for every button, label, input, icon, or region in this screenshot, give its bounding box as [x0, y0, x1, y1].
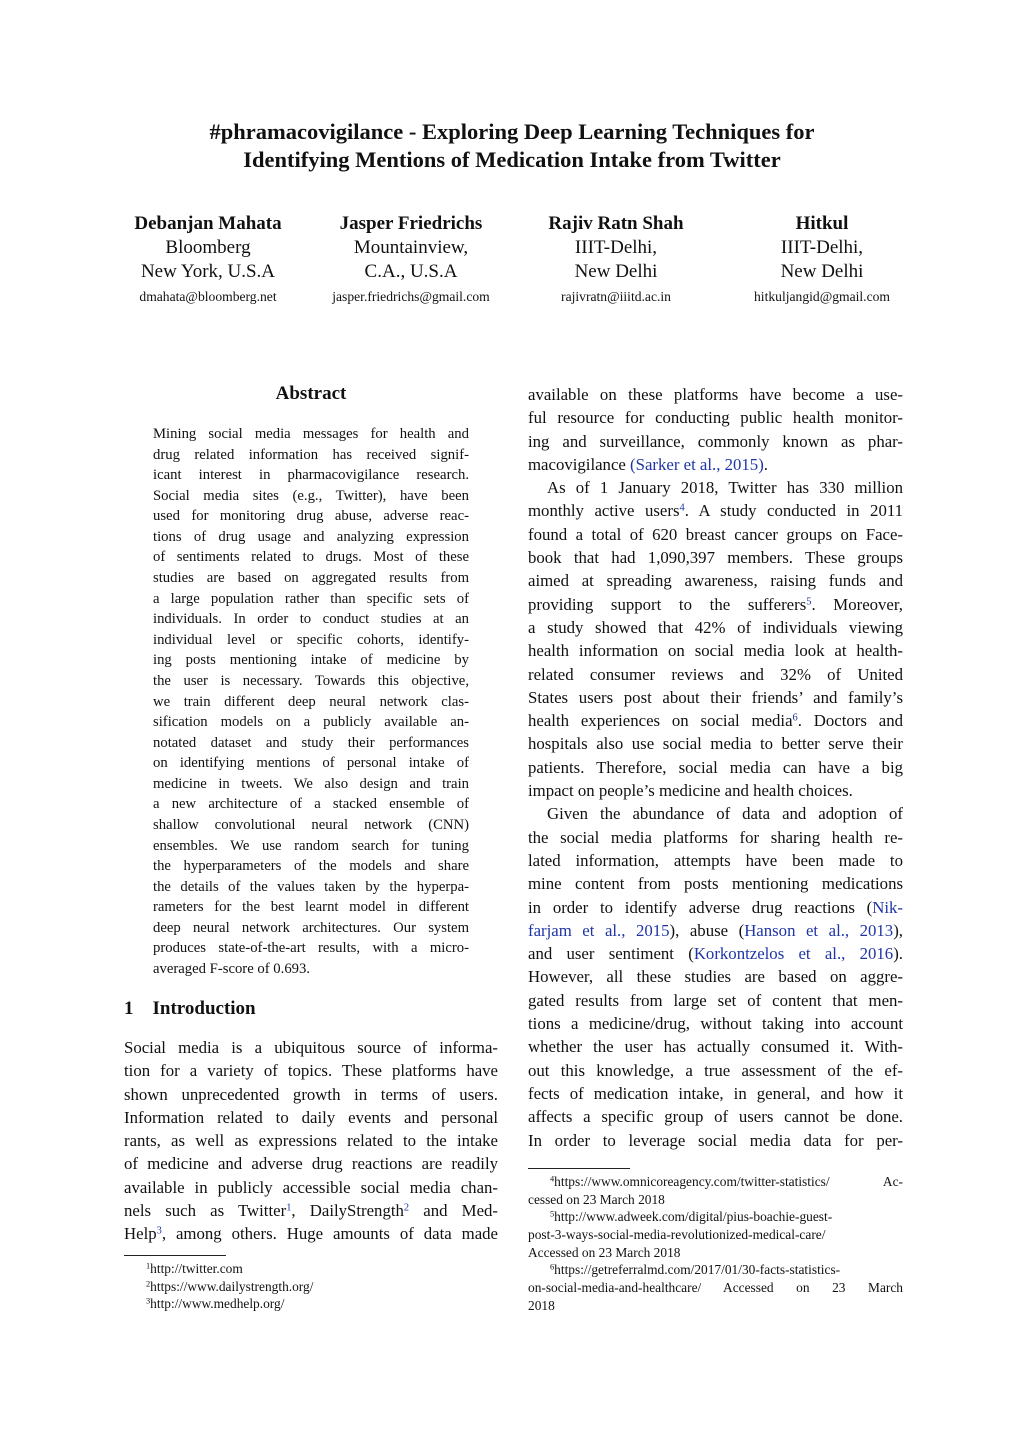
text-line — [528, 709, 903, 732]
author-email[interactable]: hitkuljangid@gmail.com — [754, 289, 890, 304]
text-line: on identifying mentions of personal intake of — [153, 755, 469, 772]
author-affiliation: Mountainview, — [353, 237, 469, 258]
text-span: . Doctors and — [797, 711, 903, 731]
text-line: found a total of 620 breast cancer groups on Face- — [528, 524, 903, 544]
text-line: However, all these studies are based on aggre- — [528, 967, 903, 987]
text-line: hospitals also use social media to better serve their — [528, 734, 903, 754]
footnote-marker: 5 — [550, 1209, 555, 1219]
text-span: in order to identify adverse drug reactions ( — [528, 897, 873, 917]
text-line: out this knowledge, a true assessment of the ef- — [528, 1060, 903, 1080]
paper-title — [0, 118, 1024, 174]
text-span: providing support to the sufferers — [528, 594, 807, 614]
text-line: sification models on a publicly available an- — [153, 714, 469, 731]
text-line — [528, 499, 903, 522]
text-line: In order to leverage social media data for per- — [528, 1130, 903, 1150]
text-line: shallow convolutional neural network (CNN) — [153, 816, 469, 833]
footnotes-left — [124, 1260, 498, 1313]
text-line: the user is necessary. Towards this objective, — [153, 672, 469, 689]
abstract-heading: Abstract — [275, 383, 347, 404]
text-line: the hyperparameters of the models and share — [153, 858, 469, 875]
footnote-marker[interactable]: 2 — [403, 1202, 410, 1214]
text-line: we train different deep neural network clas- — [153, 693, 469, 710]
footnotes-right — [528, 1173, 903, 1315]
text-line — [528, 1173, 903, 1191]
text-line: patients. Therefore, social media can have a big — [528, 757, 903, 777]
text-line: the social media platforms for sharing health re- — [528, 827, 903, 847]
text-line: produces state-of-the-art results, with a micro- — [153, 940, 469, 957]
text-line: rants, as well as expressions related to the intake — [124, 1131, 498, 1151]
text-line: medicine in tweets. We also design and train — [153, 775, 469, 792]
text-line: ing and surveillance, commonly known as phar- — [528, 431, 903, 451]
text-line — [153, 959, 469, 980]
text-line: shown unprecedented growth in terms of users. — [124, 1084, 498, 1104]
text-line: tions of drug usage and analyzing expression — [153, 528, 469, 545]
author-block — [712, 212, 932, 309]
footnote-rule — [124, 1255, 226, 1256]
citation-link[interactable]: Korkontzelos et al., 2016 — [693, 944, 894, 964]
text-span: Accessed on 23 March 2018 — [528, 1244, 681, 1260]
section-heading-introduction — [124, 998, 256, 1020]
text-span: 2018 — [528, 1297, 555, 1313]
introduction-text — [124, 1036, 498, 1246]
title-line: Identifying Mentions of Medication Intake from Twitter — [243, 147, 781, 172]
citation-link[interactable]: Nik- — [872, 897, 903, 917]
author-email[interactable]: jasper.friedrichs@gmail.com — [332, 289, 490, 304]
author-name: Rajiv Ratn Shah — [548, 213, 684, 234]
text-span: Help — [124, 1224, 157, 1244]
text-line — [528, 919, 903, 942]
footnote-marker: 3 — [146, 1296, 151, 1306]
text-line: individual level or specific cohorts, identify- — [153, 631, 469, 648]
text-line: mine content from posts mentioning medications — [528, 874, 903, 894]
text-line: ing posts mentioning intake of medicine by — [153, 652, 469, 669]
text-line: tions a medicine/drug, without taking into account — [528, 1014, 903, 1034]
author-block — [506, 212, 726, 309]
text-line: aimed at spreading awareness, raising funds and — [528, 571, 903, 591]
text-span: . A study conducted in 2011 — [684, 501, 903, 521]
text-span: impact on people’s medicine and health choices. — [528, 781, 853, 801]
text-span: macovigilance — [528, 454, 631, 474]
text-span: . — [763, 454, 768, 474]
text-line: on-social-media-and-healthcare/ Accessed on 23 March — [528, 1280, 903, 1296]
text-line: rameters for the best learnt model in different — [153, 899, 469, 916]
text-line: States users post about their friends’ and family’s — [528, 687, 903, 707]
text-line: book that had 1,090,397 members. These groups — [528, 548, 903, 568]
text-line — [528, 942, 903, 965]
text-line: individuals. In order to conduct studies at an — [153, 611, 469, 628]
text-line — [528, 779, 903, 802]
text-line: available on these platforms have become a use- — [528, 385, 903, 404]
text-line — [528, 476, 903, 499]
text-span: https://www.omnicoreagency.com/twitter-statistics/ Ac- — [554, 1174, 903, 1189]
author-email[interactable]: dmahata@bloomberg.net — [139, 289, 277, 304]
text-line: Social media sites (e.g., Twitter), have been — [153, 487, 469, 504]
author-location: New York, U.S.A — [140, 261, 276, 282]
text-span: health experiences on social media — [528, 711, 793, 731]
text-span: https://www.dailystrength.org/ — [150, 1278, 314, 1294]
text-span: . Moreover, — [811, 594, 903, 614]
author-location: New Delhi — [780, 261, 864, 282]
author-location: New Delhi — [574, 261, 658, 282]
footnote-marker[interactable]: 5 — [806, 595, 812, 607]
text-line: related consumer reviews and 32% of United — [528, 664, 903, 684]
author-block — [98, 212, 318, 309]
text-span: Given the abundance of data and adoption of — [547, 804, 903, 824]
text-span: ), abuse ( — [669, 920, 745, 940]
text-span: As of 1 January 2018, Twitter has 330 million — [547, 478, 903, 498]
section-title: Introduction — [152, 998, 256, 1019]
text-line — [528, 1191, 903, 1209]
text-line — [528, 896, 903, 919]
text-span: , among others. Huge amounts of data made — [161, 1224, 498, 1244]
text-span: ). — [893, 944, 903, 964]
author-affiliation: Bloomberg — [165, 237, 251, 258]
text-line — [528, 1208, 903, 1226]
author-affiliation: IIIT-Delhi, — [780, 237, 864, 258]
footnote-marker: 1 — [146, 1261, 151, 1271]
text-span: https://getreferralmd.com/2017/01/30-facts-statistics- — [554, 1262, 841, 1278]
footnote-marker: 6 — [550, 1262, 555, 1272]
text-line: drug related information has received signif- — [153, 446, 469, 463]
text-line: Mining social media messages for health and — [153, 426, 469, 442]
author-name: Hitkul — [795, 213, 849, 234]
text-line: notated dataset and study their performances — [153, 734, 469, 751]
text-line: ful resource for conducting public health monitor- — [528, 408, 903, 428]
text-line: available in publicly accessible social media chan- — [124, 1177, 498, 1197]
text-line: lated information, attempts have been made to — [528, 850, 903, 870]
text-span: , DailyStrength — [291, 1201, 404, 1221]
author-name: Debanjan Mahata — [134, 213, 282, 234]
text-line: studies are based on aggregated results from — [153, 570, 469, 587]
text-span: and user sentiment ( — [528, 944, 694, 964]
text-line: health information on social media look at health- — [528, 641, 903, 661]
text-line — [124, 1260, 498, 1278]
title-line: #phramacovigilance - Exploring Deep Learning Techniques for — [209, 119, 815, 144]
text-line: Information related to daily events and personal — [124, 1107, 498, 1127]
section-number: 1 — [124, 998, 134, 1019]
footnote-marker: 4 — [550, 1174, 555, 1184]
footnote-marker[interactable]: 3 — [156, 1225, 162, 1237]
text-line — [528, 453, 903, 476]
text-line — [528, 1261, 903, 1279]
author-affiliation: IIIT-Delhi, — [574, 237, 658, 258]
text-line: ensembles. We use random search for tuning — [153, 837, 469, 854]
text-line — [528, 593, 903, 616]
citation-link[interactable]: Hanson et al., 2013 — [744, 920, 894, 940]
text-line: icant interest in pharmacovigilance research. — [153, 467, 469, 484]
text-span: averaged F-score of 0.693. — [153, 961, 311, 978]
text-line — [124, 1295, 498, 1313]
text-line: a large population rather than specific sets of — [153, 590, 469, 607]
text-line — [528, 802, 903, 825]
footnote-marker[interactable]: 4 — [679, 502, 685, 514]
text-line — [528, 1297, 903, 1315]
footnote-marker[interactable]: 1 — [286, 1202, 292, 1214]
text-span: http://www.medhelp.org/ — [150, 1296, 285, 1312]
text-line: used for monitoring drug abuse, adverse reac- — [153, 508, 469, 525]
text-line: gated results from large set of content that men- — [528, 990, 903, 1010]
text-line — [124, 1278, 498, 1296]
citation-link[interactable]: (Sarker et al., 2015) — [630, 454, 764, 474]
text-span: nels such as Twitter — [124, 1201, 287, 1221]
author-email[interactable]: rajivratn@iiitd.ac.in — [561, 289, 671, 304]
text-line: fects of medication intake, in general, and how it — [528, 1083, 903, 1103]
text-line: a new architecture of a stacked ensemble of — [153, 796, 469, 813]
abstract-text — [153, 424, 469, 980]
text-span: http://www.adweek.com/digital/pius-boachie-guest- — [554, 1209, 833, 1225]
text-span: cessed on 23 March 2018 — [528, 1191, 665, 1207]
right-column-text — [528, 383, 903, 1152]
text-span: monthly active users — [528, 501, 680, 521]
text-line: Social media is a ubiquitous source of informa- — [124, 1038, 498, 1057]
footnote-marker: 2 — [146, 1279, 151, 1289]
text-span: ), — [893, 920, 903, 940]
text-line: the details of the values taken by the hyperpa- — [153, 878, 469, 895]
text-line: tion for a variety of topics. These platforms have — [124, 1061, 498, 1081]
text-line — [124, 1199, 498, 1222]
text-line: of sentiments related to drugs. Most of these — [153, 549, 469, 566]
text-span: and Med- — [409, 1201, 499, 1221]
text-span: http://twitter.com — [150, 1261, 243, 1276]
citation-link[interactable]: farjam et al., 2015 — [528, 920, 670, 940]
text-line: a study showed that 42% of individuals viewing — [528, 617, 903, 637]
text-line: of medicine and adverse drug reactions are readily — [124, 1154, 498, 1174]
author-location: C.A., U.S.A — [364, 261, 458, 282]
text-line: affects a specific group of users cannot be done. — [528, 1107, 903, 1127]
author-block — [301, 212, 521, 309]
text-line — [528, 1244, 903, 1262]
footnote-marker[interactable]: 6 — [792, 712, 798, 724]
text-line: post-3-ways-social-media-revolutionized-medical-care/ — [528, 1227, 826, 1243]
text-line: deep neural network architectures. Our system — [153, 919, 469, 936]
author-name: Jasper Friedrichs — [339, 213, 483, 234]
text-line: whether the user has actually consumed it. With- — [528, 1037, 903, 1057]
footnote-rule — [528, 1168, 630, 1169]
text-line — [124, 1222, 498, 1245]
